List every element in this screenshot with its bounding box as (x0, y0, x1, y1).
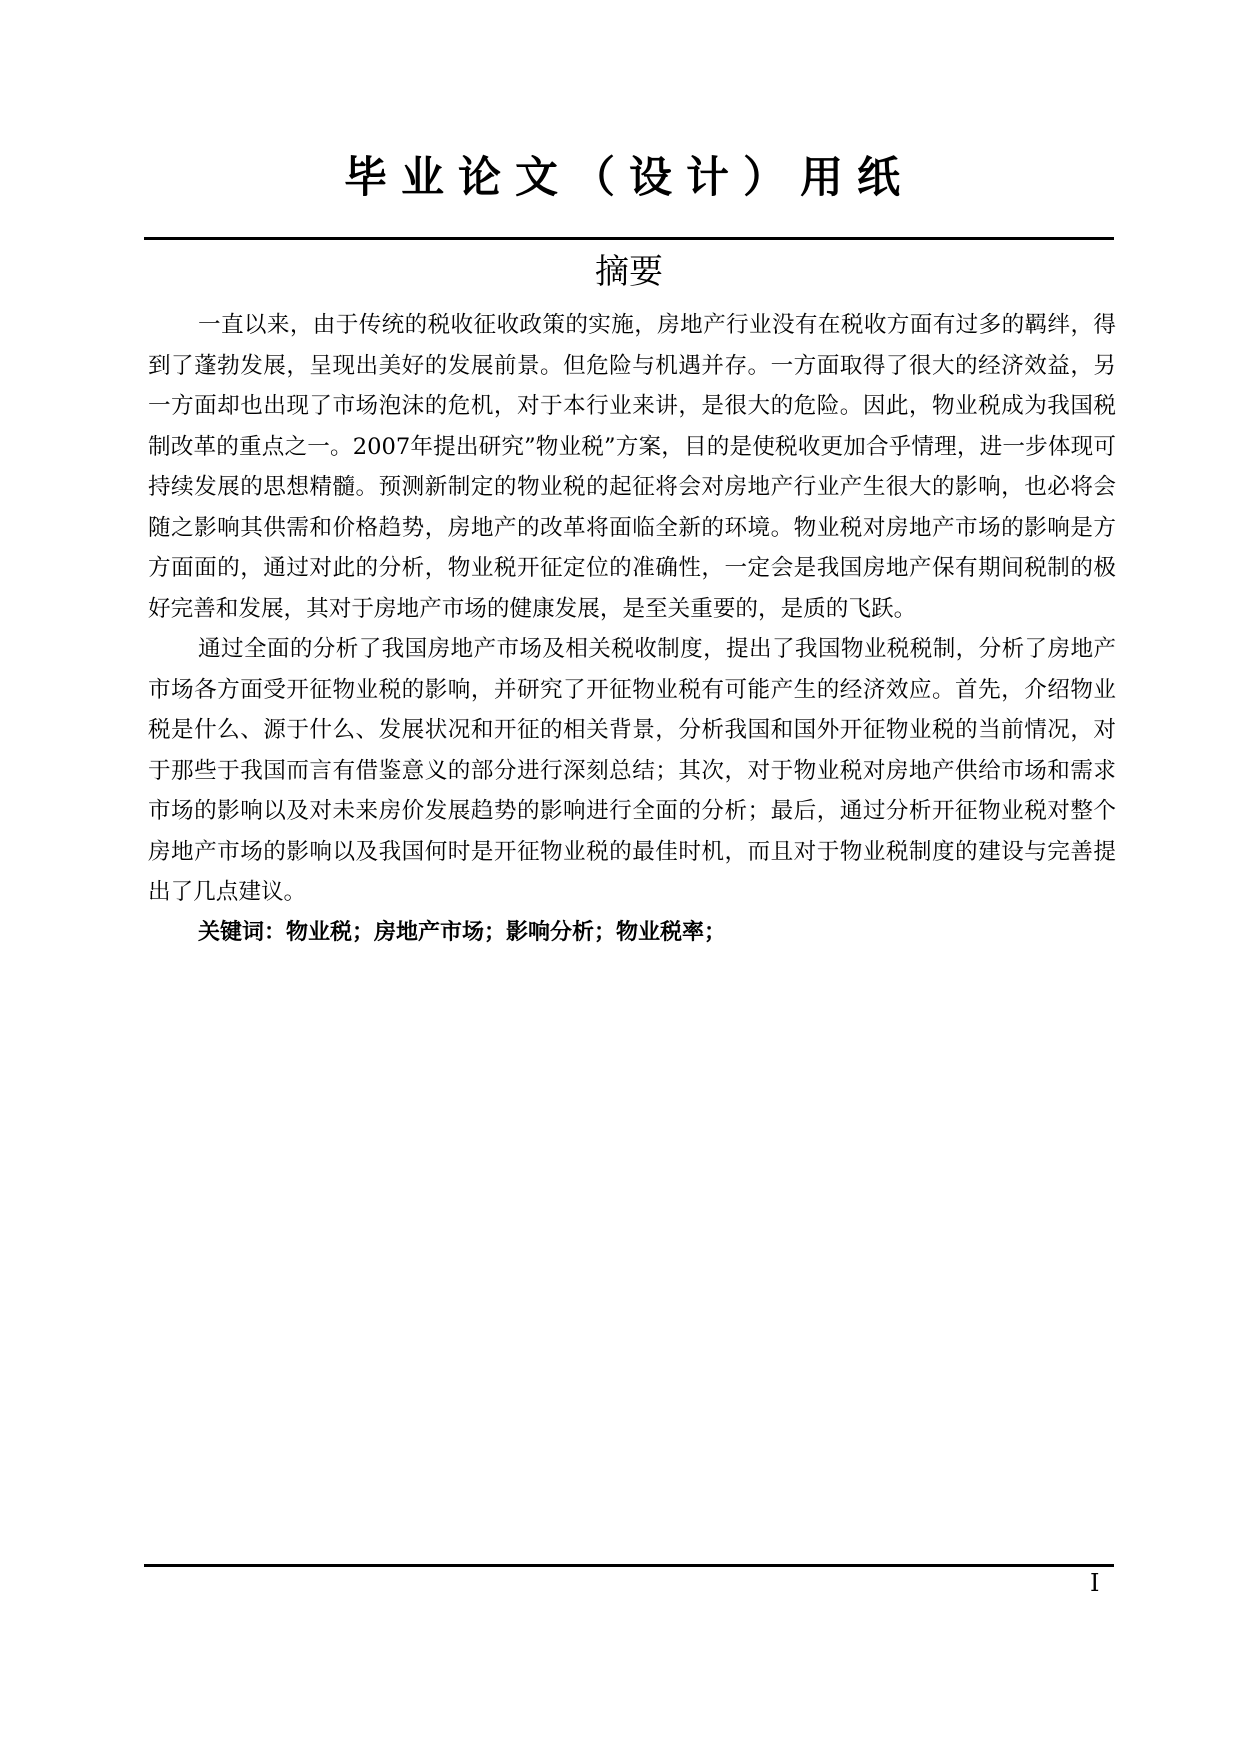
page-header-title: 毕业论文（设计）用纸 (344, 153, 914, 203)
footer-rule (144, 1564, 1114, 1567)
abstract-paragraph-1: 一直以来，由于传统的税收征收政策的实施，房地产行业没有在税收方面有过多的羁绊，得到了蓬勃发展，呈现出美好的发展前景。但危险与机遇并存。一方面取得了很大的经济效益，另一方面却也出现了市场泡沫的危机，对于本行业来讲，是很大的危险。因此，物业税成为我国税制改革的重点之一。2007年提出研究”物业税”方案，目的是使税收更加合乎情理，进一步体现可持续发展的思想精髓。预测新制定的物业税的起征将会对房地产行业产生很大的影响，也必将会随之影响其供需和价格趋势，房地产的改革将面临全新的环境。物业税对房地产市场的影响是方方面面的，通过对此的分析，物业税开征定位的准确性，一定会是我国房地产保有期间税制的极好完善和发展，其对于房地产市场的健康发展，是至关重要的，是质的飞跃。 (148, 312, 1116, 622)
keywords-line: 关键词：物业税；房地产市场；影响分析；物业税率； (198, 919, 727, 945)
abstract-heading: 摘要 (595, 252, 663, 292)
header-rule (144, 237, 1114, 240)
abstract-paragraph-2: 通过全面的分析了我国房地产市场及相关税收制度，提出了我国物业税税制，分析了房地产市场各方面受开征物业税的影响，并研究了开征物业税有可能产生的经济效应。首先，介绍物业税是什么、源于什么、发展状况和开征的相关背景，分析我国和国外开征物业税的当前情况，对于那些于我国而言有借鉴意义的部分进行深刻总结；其次，对于物业税对房地产供给市场和需求市场的影响以及对未来房价发展趋势的影响进行全面的分析；最后，通过分析开征物业税对整个房地产市场的影响以及我国何时是开征物业税的最佳时机，而且对于物业税制度的建设与完善提出了几点建议。 (148, 636, 1116, 905)
abstract-body (148, 305, 1116, 953)
page-number: I (1090, 1569, 1100, 1597)
